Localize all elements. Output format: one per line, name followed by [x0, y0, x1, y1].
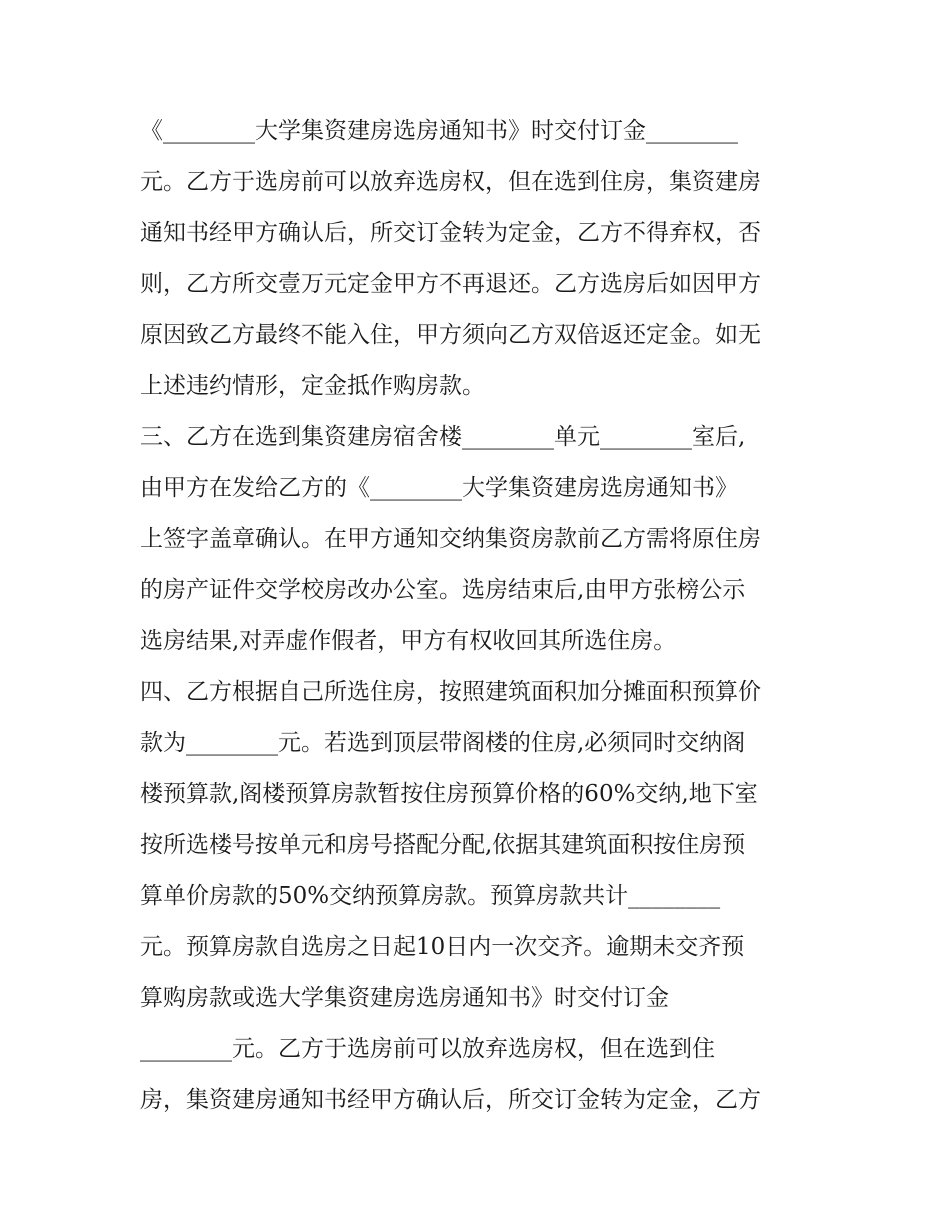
text-line: 算单价房款的50%交纳预算房款。预算房款共计________ [140, 883, 721, 909]
text-line: 原因致乙方最终不能入住，甲方须向乙方双倍返还定金。如无 [140, 322, 761, 348]
section-three-heading-line: 三、乙方在选到集资建房宿舍楼________单元________室后, [140, 424, 746, 450]
text-line: 通知书经甲方确认后，所交订金转为定金，乙方不得弃权，否 [140, 220, 761, 246]
text-line: 房，集资建房通知书经甲方确认后，所交订金转为定金，乙方 [140, 1087, 761, 1113]
text-line: 上签字盖章确认。在甲方通知交纳集资房款前乙方需将原住房 [140, 526, 761, 552]
text-line: 《________大学集资建房选房通知书》时交付订金________ [140, 118, 738, 144]
text-line: ________元。乙方于选房前可以放弃选房权，但在选到住 [140, 1036, 715, 1062]
text-line: 楼预算款,阁楼预算房款暂按住房预算价格的60%交纳,地下室 [140, 781, 758, 807]
text-line: 按所选楼号按单元和房号搭配分配,依据其建筑面积按住房预 [140, 832, 746, 858]
text-line: 由甲方在发给乙方的《________大学集资建房选房通知书》 [140, 475, 738, 501]
contract-body-text [140, 111, 830, 1131]
text-line: 元。乙方于选房前可以放弃选房权，但在选到住房，集资建房 [140, 169, 761, 195]
text-line: 款为________元。若选到顶层带阁楼的住房,必须同时交纳阁 [140, 730, 746, 756]
section-four-heading-line: 四、乙方根据自己所选住房，按照建筑面积加分摊面积预算价 [140, 679, 761, 705]
text-line: 上述违约情形，定金抵作购房款。 [140, 373, 485, 399]
text-line: 算购房款或选大学集资建房选房通知书》时交付订金 [140, 985, 669, 1011]
text-line: 元。预算房款自选房之日起10日内一次交齐。逾期未交齐预 [140, 934, 745, 960]
text-line: 选房结果,对弄虚作假者，甲方有权收回其所选住房。 [140, 628, 677, 654]
text-line: 的房产证件交学校房改办公室。选房结束后,由甲方张榜公示 [140, 577, 746, 603]
text-line: 则，乙方所交壹万元定金甲方不再退还。乙方选房后如因甲方 [140, 271, 761, 297]
